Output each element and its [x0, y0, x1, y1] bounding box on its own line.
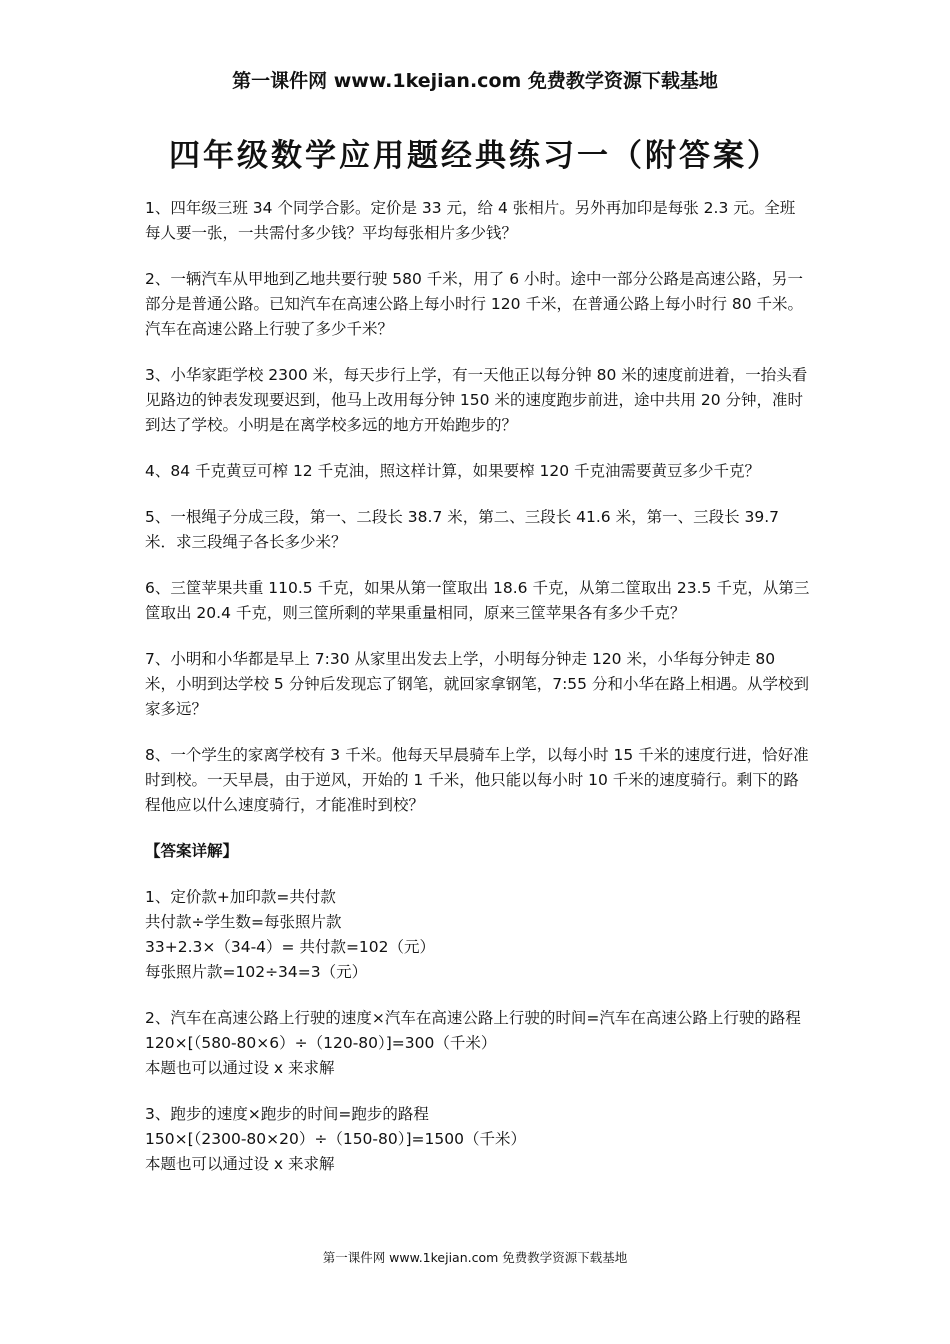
question-6: 6、三筐苹果共重 110.5 千克，如果从第一筐取出 18.6 千克，从第二筐取出 23.5 千克，从第三筐取出 20.4 千克，则三筐所剩的苹果重量相同，原来三筐苹果各有多少千克？: [145, 579, 810, 622]
document-body: [145, 196, 810, 1198]
document-title: 四年级数学应用题经典练习一（附答案）: [169, 138, 781, 174]
answer-line: 33+2.3×（34-4）= 共付款=102（元）: [145, 938, 436, 956]
question-4: 4、84 千克黄豆可榨 12 千克油，照这样计算，如果要榨 120 千克油需要黄豆多少千克？: [145, 462, 761, 480]
answer-3: [145, 1102, 810, 1177]
answer-line: 150×[（2300-80×20）÷（150-80）]=1500（千米）: [145, 1130, 526, 1148]
question-5: 5、一根绳子分成三段，第一、二段长 38.7 米，第二、三段长 41.6 米，第一、三段长 39.7 米．求三段绳子各长多少米？: [145, 508, 780, 551]
question-1: 1、四年级三班 34 个同学合影。定价是 33 元，给 4 张相片。另外再加印是每张 2.3 元。全班每人要一张，一共需付多少钱？平均每张相片多少钱？: [145, 199, 796, 242]
answer-line: 3、跑步的速度×跑步的时间=跑步的路程: [145, 1105, 429, 1123]
question-3: 3、小华家距学校 2300 米，每天步行上学，有一天他正以每分钟 80 米的速度前进着，一抬头看见路边的钟表发现要迟到，他马上改用每分钟 150 米的速度跑步前进，途中共用 20 分钟，准时到达了学校。小明是在离学校多远的地方开始跑步的？: [145, 366, 808, 434]
page-header: 第一课件网 www.1kejian.com 免费教学资源下载基地: [232, 70, 718, 92]
answer-line: 本题也可以通过设 x 来求解: [145, 1155, 335, 1173]
answers-heading: 【答案详解】: [145, 842, 239, 860]
answer-line: 1、定价款+加印款=共付款: [145, 888, 336, 906]
answer-2: [145, 1006, 810, 1081]
answer-line: 共付款÷学生数=每张照片款: [145, 913, 342, 931]
page-footer: 第一课件网 www.1kejian.com 免费教学资源下载基地: [322, 1250, 628, 1265]
answer-line: 每张照片款=102÷34=3（元）: [145, 963, 368, 981]
answer-line: 本题也可以通过设 x 来求解: [145, 1059, 335, 1077]
answer-line: 2、汽车在高速公路上行驶的速度×汽车在高速公路上行驶的时间=汽车在高速公路上行驶的路程: [145, 1009, 801, 1027]
question-2: 2、一辆汽车从甲地到乙地共要行驶 580 千米，用了 6 小时。途中一部分公路是高速公路，另一部分是普通公路。已知汽车在高速公路上每小时行 120 千米，在普通公路上每小时行 80 千米。汽车在高速公路上行驶了多少千米？: [145, 270, 804, 338]
answer-1: [145, 885, 810, 985]
question-7: 7、小明和小华都是早上 7:30 从家里出发去上学，小明每分钟走 120 米，小华每分钟走 80 米，小明到达学校 5 分钟后发现忘了钢笔，就回家拿钢笔，7:55 分和小华在路上相遇。从学校到家多远？: [145, 650, 809, 718]
question-8: 8、一个学生的家离学校有 3 千米。他每天早晨骑车上学，以每小时 15 千米的速度行进，恰好准时到校。一天早晨，由于逆风，开始的 1 千米，他只能以每小时 10 千米的速度骑行。剩下的路程他应以什么速度骑行，才能准时到校？: [145, 746, 809, 814]
answer-line: 120×[（580-80×6）÷（120-80）]=300（千米）: [145, 1034, 497, 1052]
